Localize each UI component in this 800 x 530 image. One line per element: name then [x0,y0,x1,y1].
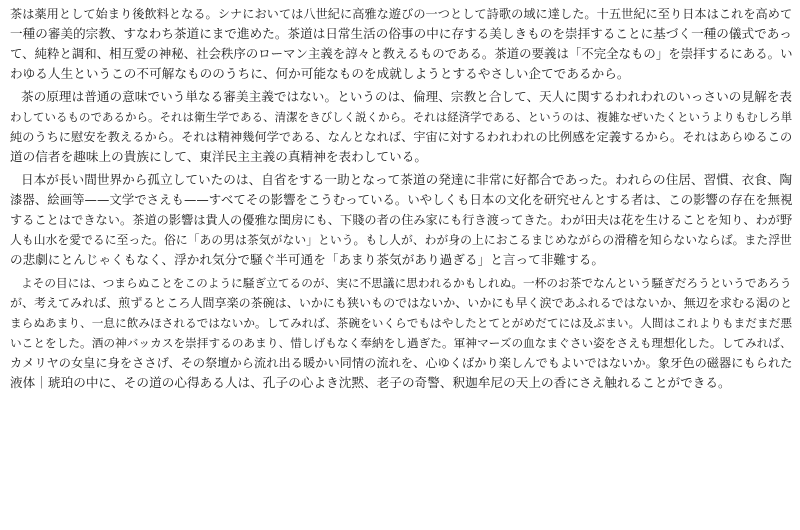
text-line: 液体｜琥珀の中に、その道の心得ある人は、孔子の心よき沈黙、老子の奇警、釈迦牟尼の天上の香にさえ触れることができる。 [10,375,731,390]
text-line: 純のうちに慰安を教えるから。それは精神幾何学である、なんとなれば、宇宙に対するわれわれの比例感を定義するから。それはあらゆるこの [10,130,793,144]
paragraph-4 [10,273,792,393]
document-body [10,4,792,396]
text-line: わゆる人生というこの不可解なもののうちに、何か可能なものを成就しようとするやさしい企てであるから。 [10,66,630,81]
text-line: カメリヤの女皇に身をささげ、その祭壇から流れ出る暖かい同情の流れを、心ゆくばかり楽しんでもよいではないか。象牙色の磁器にもられた [10,356,793,370]
text-line: の悲劇にとんじゃくもなく、浮かれ気分で騒ぐ半可通を「あまり茶気があり過ぎる」と言って非難する。 [10,252,605,267]
text-line: よその目には、つまらぬことをこのように騒ぎ立てるのが、実に不思議に思われるかもしれぬ。一杯のお茶でなんという騒ぎだろうというであろう [21,276,792,290]
paragraph-1 [10,4,792,84]
text-line: いことをした。酒の神バッカスを崇拝するのあまり、惜しげもなく奉納をし過ぎた。軍神マーズの血なまぐさい姿をさえも理想化した。してみれば、 [10,336,792,350]
text-line: 漆器、絵画等——文学でさえも——すべてその影響をこうむっている。いやしくも日本の文化を研究せんとする者は、この影響の存在を無視 [10,193,793,207]
text-line: 日本が長い間世界から孤立していたのは、自省をする一助となって茶道の発達に非常に好都合であった。われらの住居、習慣、衣食、陶 [21,172,793,187]
text-line: 一種の審美的宗教、すなわち茶道にまで進めた。茶道は日常生活の俗事の中に存する美しきものを崇拝することに基づく一種の儀式であっ [10,26,792,41]
text-line: て、純粋と調和、相互愛の神秘、社会秩序のローマン主義を諄々と教えるものである。茶道の要義は「不完全なもの」を崇拝するにある。い [10,47,793,61]
text-line: 茶の原理は普通の意味でいう単なる審美主義ではない。というのは、倫理、宗教と合して、天人に関するわれわれのいっさいの見解を表 [21,89,793,104]
text-line: 道の信者を趣味上の貴族にして、東洋民主主義の真精神を表わしている。 [10,149,427,164]
text-line: することはできない。茶道の影響は貴人の優雅な閨房にも、下賤の者の住み家にも行き渡ってきた。わが田夫は花を生けることを知り、わが野 [10,213,793,227]
text-line: わしているものであるから。それは衛生学である、清潔をきびしく説くから。それは経済学である、というのは、複雑なぜいたくというよりもむしろ単 [10,110,793,124]
text-line: 人も山水を愛でるに至った。俗に「あの男は茶気がない」という。もし人が、わが身の上におこるまじめながらの滑稽を知らないならば。また浮世 [10,233,792,247]
text-line: まらぬあまり、一息に飲みほされるではないか。してみれば、茶碗をいくらでもはやしたとてとがめだてには及ぶまい。人間はこれよりもまだまだ悪 [10,316,792,330]
text-line: が、考えてみれば、煎ずるところ人間享楽の茶碗は、いかにも狭いものではないか、いかにも早く涙であふれるではないか、無辺を求むる渇のと [10,296,793,310]
paragraph-2 [10,87,792,167]
paragraph-3 [10,170,792,270]
text-line: 茶は薬用として始まり後飲料となる。シナにおいては八世紀に高雅な遊びの一つとして詩歌の域に達した。十五世紀に至り日本はこれを高めて [10,7,793,21]
